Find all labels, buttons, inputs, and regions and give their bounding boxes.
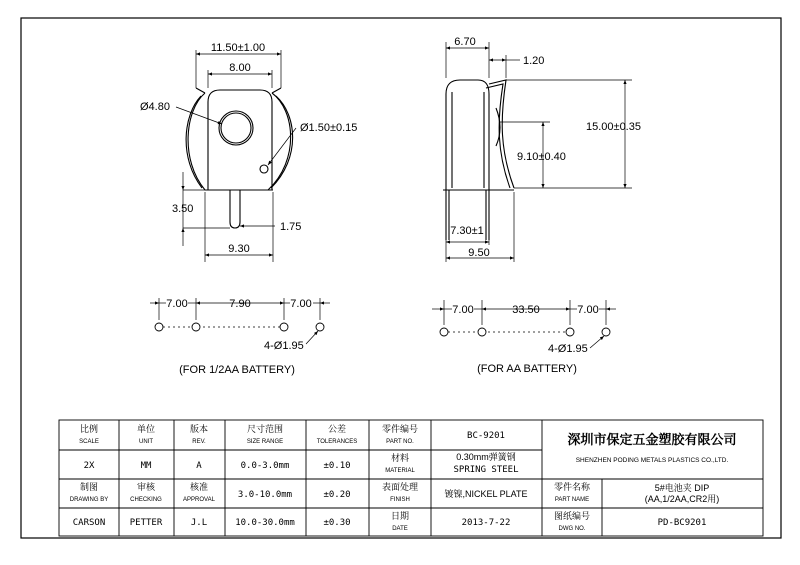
hdr-rev-cn: 版本: [189, 424, 209, 434]
right-pitch-3: 7.00: [577, 304, 599, 316]
right-pitch-2: 33.50: [512, 304, 540, 316]
dwg-no-value: PD-BC9201: [657, 518, 707, 528]
hdr-unit-en: UNIT: [139, 439, 153, 445]
tol-3: ±0.30: [323, 518, 351, 528]
rev-value: A: [196, 461, 202, 471]
hdr-scale-en: SCALE: [79, 439, 99, 445]
left-pitch-3: 7.00: [290, 298, 312, 310]
dim-overall-height: 15.00±0.35: [586, 121, 641, 133]
left-holes-label: 4-Ø1.95: [264, 340, 304, 352]
approver-name: J.L: [190, 518, 208, 528]
hdr-unit-cn: 单位: [136, 424, 156, 434]
dim-tab: 1.20: [523, 55, 545, 67]
range-2: 3.0-10.0mm: [237, 490, 293, 500]
left-front-view: [186, 88, 293, 228]
right-caption: (FOR AA BATTERY): [477, 363, 577, 375]
material-label-cn: 材料: [390, 453, 410, 463]
hdr-tol-cn: 公差: [327, 424, 347, 434]
hdr-tol-en: TOLERANCES: [316, 439, 358, 445]
part-name-label-cn: 零件名称: [553, 482, 591, 492]
company-name-en: SHENZHEN PODING METALS PLASTICS CO.,LTD.: [575, 457, 729, 464]
dwg-no-label-cn: 图纸编号: [553, 511, 591, 521]
checker-name: PETTER: [129, 518, 163, 528]
dim-right-inner-width: 7.30±1: [450, 225, 484, 237]
dim-inner-width: 8.00: [229, 62, 251, 74]
dim-right-base-width: 9.50: [468, 247, 490, 259]
dwg-no-label-en: DWG NO.: [558, 526, 586, 532]
dim-base-width: 9.30: [228, 243, 250, 255]
finish-label-cn: 表面处理: [381, 482, 419, 492]
date-label-en: DATE: [392, 526, 408, 532]
left-pitch-2: 7.90: [229, 298, 251, 310]
approval-en: APPROVAL: [183, 497, 215, 503]
hdr-partno-cn: 零件编号: [381, 424, 419, 434]
drawing-by-en: DRAWING BY: [69, 497, 109, 503]
company-name-cn: 深圳市保定五金塑胶有限公司: [567, 433, 737, 448]
dim-mid-height: 9.10±0.40: [517, 151, 566, 163]
part-number: BC-9201: [467, 431, 505, 441]
dim-small-hole-dia: Ø1.50±0.15: [300, 122, 358, 134]
unit-value: MM: [140, 461, 152, 471]
checking-cn: 审核: [136, 482, 156, 492]
part-name-1: 5#电池夹 DIP: [654, 483, 710, 493]
left-dim-lines: [176, 50, 296, 262]
right-side-view: [443, 80, 514, 240]
approval-cn: 核准: [189, 482, 209, 492]
hdr-rev-en: REV.: [192, 439, 206, 445]
hdr-partno-en: PART NO.: [386, 439, 414, 445]
finish-value: 镀镍,NICKEL PLATE: [444, 489, 528, 499]
left-pitch-1: 7.00: [166, 298, 188, 310]
hdr-range-cn: 尺寸范围: [246, 424, 284, 434]
drawing-by-cn: 制图: [79, 482, 99, 492]
scale-value: 2X: [83, 461, 95, 471]
range-1: 0.0-3.0mm: [240, 461, 290, 471]
part-name-2: (AA,1/2AA,CR2用): [644, 494, 720, 504]
drawer-name: CARSON: [72, 518, 106, 528]
part-name-label-en: PART NAME: [554, 497, 590, 503]
hdr-scale-cn: 比例: [79, 424, 99, 434]
dim-overall-width: 11.50±1.00: [210, 42, 266, 54]
range-3: 10.0-30.0mm: [235, 518, 295, 528]
hdr-range-en: SIZE RANGE: [246, 439, 284, 445]
tol-2: ±0.20: [323, 490, 351, 500]
dim-top-width: 6.70: [454, 36, 476, 48]
right-holes-label: 4-Ø1.95: [548, 343, 588, 355]
dim-right-pin-offset: 1.75: [280, 221, 302, 233]
right-pitch-1: 7.00: [452, 304, 474, 316]
material-label-en: MATERIAL: [385, 468, 415, 474]
dim-hole-dia: Ø4.80: [140, 101, 170, 113]
finish-label-en: FINISH: [390, 497, 410, 503]
date-label-cn: 日期: [390, 511, 410, 521]
dim-pin-length: 3.50: [172, 203, 194, 215]
tol-1: ±0.10: [323, 461, 351, 471]
checking-en: CHECKING: [130, 497, 162, 503]
date-value: 2013-7-22: [461, 518, 511, 528]
material-value-en: SPRING STEEL: [453, 465, 519, 475]
material-value-cn: 0.30mm弹簧钢: [456, 452, 516, 462]
left-caption: (FOR 1/2AA BATTERY): [179, 364, 295, 376]
